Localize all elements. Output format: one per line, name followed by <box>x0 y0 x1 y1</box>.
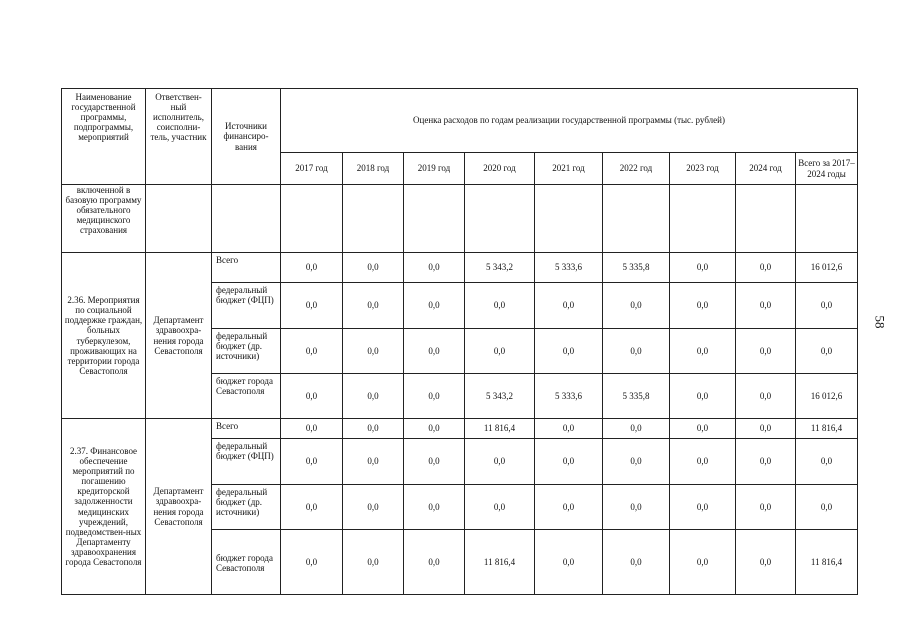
value-cell: 0,0 <box>404 419 465 439</box>
header-year: 2019 год <box>404 153 465 185</box>
value-cell: 0,0 <box>465 283 535 329</box>
page-number: 58 <box>872 315 888 329</box>
value-cell: 0,0 <box>670 419 736 439</box>
value-cell: 0,0 <box>535 485 603 530</box>
value-cell: 0,0 <box>796 283 858 329</box>
value-cell: 5 343,2 <box>465 253 535 283</box>
header-year: 2017 год <box>281 153 343 185</box>
value-cell: 0,0 <box>603 439 670 485</box>
value-cell: 0,0 <box>535 530 603 595</box>
value-cell: 0,0 <box>603 530 670 595</box>
header-year: 2021 год <box>535 153 603 185</box>
section-name: 2.37. Финансовое обеспечение мероприятий по погашению кредиторской задолженности медицинских учреждений, подведомствен-ных Департаменту здравоохранения города Севастополя <box>62 419 146 595</box>
value-cell: 0,0 <box>465 439 535 485</box>
value-cell: 0,0 <box>736 329 796 374</box>
value-cell: 5 335,8 <box>603 374 670 419</box>
value-cell: 0,0 <box>404 485 465 530</box>
value-cell: 0,0 <box>281 283 343 329</box>
source-label: федеральный бюджет (др. источники) <box>212 329 281 374</box>
header-year: 2024 год <box>736 153 796 185</box>
header-responsible-col: Ответствен-ный исполнитель, соисполни-тель, участник <box>146 89 212 185</box>
value-cell: 11 816,4 <box>796 530 858 595</box>
value-cell: 0,0 <box>670 530 736 595</box>
section-responsible: Департамент здравоохра-нения города Севастополя <box>146 419 212 595</box>
value-cell: 0,0 <box>603 485 670 530</box>
value-cell: 0,0 <box>736 253 796 283</box>
value-cell: 0,0 <box>281 329 343 374</box>
header-total: Всего за 2017–2024 годы <box>796 153 858 185</box>
value-cell: 16 012,6 <box>796 253 858 283</box>
value-cell: 0,0 <box>796 485 858 530</box>
value-cell: 0,0 <box>736 485 796 530</box>
value-cell: 0,0 <box>736 283 796 329</box>
value-cell: 0,0 <box>343 439 404 485</box>
header-year: 2022 год <box>603 153 670 185</box>
value-cell: 0,0 <box>736 439 796 485</box>
value-cell: 0,0 <box>535 419 603 439</box>
source-label: федеральный бюджет (ФЦП) <box>212 283 281 329</box>
value-cell: 0,0 <box>535 439 603 485</box>
value-cell: 0,0 <box>796 439 858 485</box>
value-cell: 0,0 <box>343 485 404 530</box>
value-cell: 0,0 <box>670 329 736 374</box>
value-cell: 0,0 <box>281 419 343 439</box>
value-cell: 0,0 <box>343 329 404 374</box>
value-cell: 0,0 <box>343 253 404 283</box>
value-cell: 0,0 <box>281 374 343 419</box>
value-cell: 0,0 <box>343 530 404 595</box>
value-cell: 0,0 <box>404 329 465 374</box>
value-cell: 0,0 <box>603 329 670 374</box>
source-label: бюджет города Севастополя <box>212 530 281 595</box>
section-responsible: Департамент здравоохра-нения города Севастополя <box>146 253 212 419</box>
source-label: федеральный бюджет (др. источники) <box>212 485 281 530</box>
header-year: 2020 год <box>465 153 535 185</box>
value-cell: 0,0 <box>281 253 343 283</box>
value-cell: 0,0 <box>603 283 670 329</box>
value-cell: 0,0 <box>404 439 465 485</box>
value-cell: 0,0 <box>670 439 736 485</box>
source-label: федеральный бюджет (ФЦП) <box>212 439 281 485</box>
value-cell: 0,0 <box>535 283 603 329</box>
value-cell: 0,0 <box>404 253 465 283</box>
header-year: 2018 год <box>343 153 404 185</box>
value-cell: 5 333,6 <box>535 374 603 419</box>
header-estimate: Оценка расходов по годам реализации государственной программы (тыс. рублей) <box>281 89 858 153</box>
budget-table <box>61 88 858 595</box>
source-label: бюджет города Севастополя <box>212 374 281 419</box>
value-cell: 11 816,4 <box>796 419 858 439</box>
value-cell: 0,0 <box>281 485 343 530</box>
value-cell: 0,0 <box>343 419 404 439</box>
continuation-text: включенной в базовую программу обязательного медицинского страхования <box>62 185 146 253</box>
value-cell: 0,0 <box>281 530 343 595</box>
source-label: Всего <box>212 419 281 439</box>
value-cell: 11 816,4 <box>465 530 535 595</box>
value-cell: 0,0 <box>736 530 796 595</box>
value-cell: 0,0 <box>736 374 796 419</box>
value-cell: 0,0 <box>670 485 736 530</box>
value-cell: 0,0 <box>603 419 670 439</box>
value-cell: 0,0 <box>535 329 603 374</box>
value-cell: 5 333,6 <box>535 253 603 283</box>
value-cell: 0,0 <box>465 485 535 530</box>
value-cell: 5 335,8 <box>603 253 670 283</box>
value-cell: 0,0 <box>670 253 736 283</box>
value-cell: 0,0 <box>281 439 343 485</box>
value-cell: 0,0 <box>670 374 736 419</box>
header-name-col: Наименование государственной программы, подпрограммы, мероприятий <box>62 89 146 185</box>
value-cell: 0,0 <box>670 283 736 329</box>
value-cell: 0,0 <box>404 374 465 419</box>
value-cell: 16 012,6 <box>796 374 858 419</box>
section-name: 2.36. Мероприятия по социальной поддержке граждан, больных туберкулезом, проживающих на территории города Севастополя <box>62 253 146 419</box>
header-year: 2023 год <box>670 153 736 185</box>
value-cell: 5 343,2 <box>465 374 535 419</box>
value-cell: 11 816,4 <box>465 419 535 439</box>
value-cell: 0,0 <box>465 329 535 374</box>
value-cell: 0,0 <box>736 419 796 439</box>
value-cell: 0,0 <box>796 329 858 374</box>
header-sources-col: Источники финансиро-вания <box>212 89 281 185</box>
value-cell: 0,0 <box>343 283 404 329</box>
value-cell: 0,0 <box>404 283 465 329</box>
source-label: Всего <box>212 253 281 283</box>
value-cell: 0,0 <box>404 530 465 595</box>
value-cell: 0,0 <box>343 374 404 419</box>
